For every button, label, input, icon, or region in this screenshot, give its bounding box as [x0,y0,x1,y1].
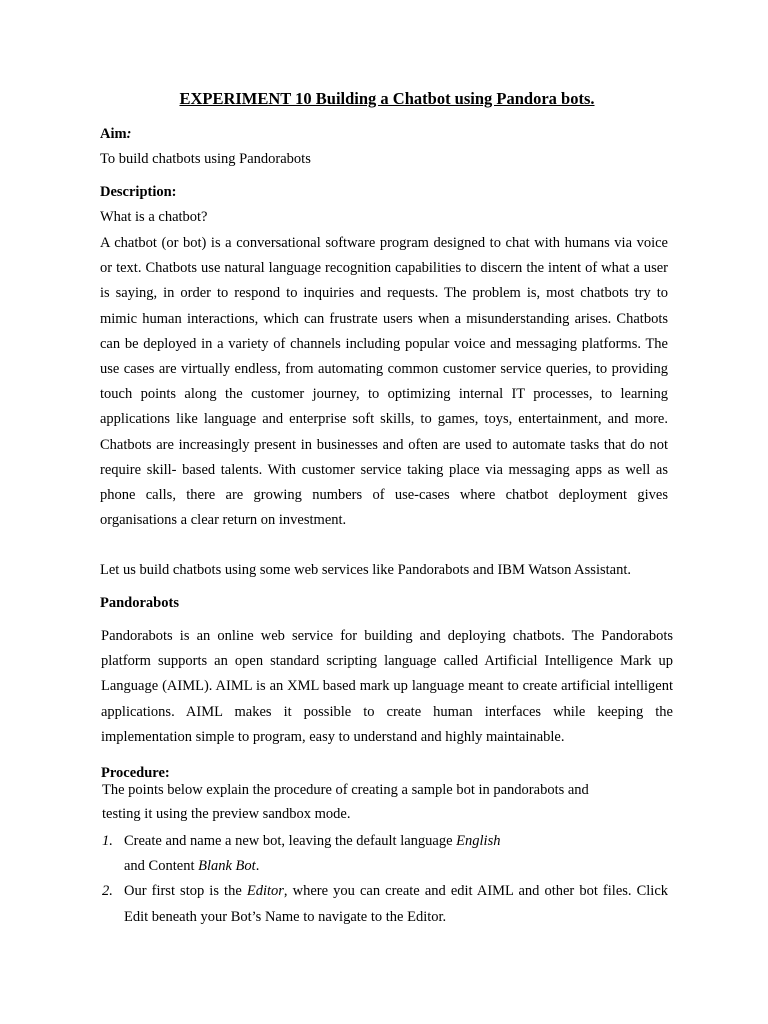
step-1-text: Create and name a new bot, leaving the default language [124,833,457,849]
step-2-text-after: , where you can create and edit AIML and other bot files. Click Edit beneath your Bot’s Name to navigate to the Editor. [124,883,669,925]
aim-label: Aim [100,126,127,142]
description-closing: Let us build chatbots using some web services like Pandorabots and IBM Watson Assistant. [100,562,631,578]
pandorabots-paragraph: Pandorabots is an online web service for building and deploying chatbots. The Pandorabots platform supports an open standard scripting language called Artificial Intelligence Mark up Language (AIML). AIML is an XML based mark up language meant to create artificial intelligent applications. AIML makes it possible to create human interfaces while keeping the implementation simple to program, easy to understand and highly maintainable. [101,628,673,745]
procedure-step-1 [102,829,668,881]
step-1-text-2: and Content [124,858,199,874]
step-1-language: English [456,833,501,849]
step-1-line-2 [124,854,668,880]
procedure-heading: Procedure: [101,765,170,781]
aim-colon: : [126,126,132,142]
step-2-editor: Editor [246,883,284,899]
description-heading: Description: [100,184,177,200]
step-1-period: . [255,858,260,874]
procedure-step-2 [102,879,668,931]
page-title: EXPERIMENT 10 Building a Chatbot using Pandora bots. [179,89,595,108]
step-1-line-1 [124,829,668,855]
step-number: 1. [102,833,113,849]
pandorabots-heading: Pandorabots [100,595,179,611]
description-paragraph: A chatbot (or bot) is a conversational software program designed to chat with humans via voice or text. Chatbots use natural language recognition capabilities to discern the intent of what a user is saying, in order to respond to inquiries and requests. The problem is, most chatbots try to mimic human interactions, which can frustrate users when a misunderstanding arises. Chatbots can be deployed in a variety of channels including popular voice and messaging platforms. The use cases are virtually endless, from automating common customer service queries, to providing touch points along the customer journey, to optimizing internal IT processes, to learning applications like language and enterprise soft skills, to games, toys, entertainment, and more. Chatbots are increasingly present in businesses and often are used to automate tasks that do not require skill- based talents. With customer service taking place via messaging apps as well as phone calls, there are growing numbers of use-cases where chatbot deployment gives organisations a clear return on investment. [100,235,668,529]
aim-heading [100,126,131,143]
step-2-text-before: Our first stop is the [124,883,247,899]
procedure-intro-line1: The points below explain the procedure of creating a sample bot in pandorabots and [102,782,589,798]
aim-text: To build chatbots using Pandorabots [100,151,311,167]
description-question: What is a chatbot? [100,209,208,225]
step-2-text [124,879,668,930]
step-1-content: Blank Bot [198,858,256,874]
procedure-intro-line2: testing it using the preview sandbox mode. [102,806,351,822]
step-number: 2. [102,883,113,899]
